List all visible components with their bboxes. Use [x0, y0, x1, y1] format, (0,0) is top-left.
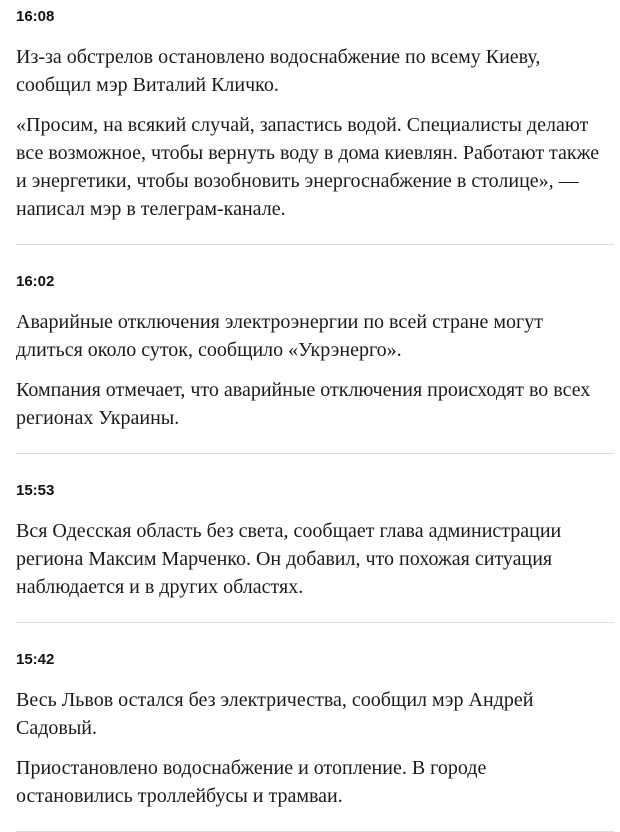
- feed-entry: [16, 623, 614, 832]
- news-feed: [16, 0, 614, 832]
- feed-entry: [16, 0, 614, 245]
- entry-paragraph: Компания отмечает, что аварийные отключения происходят во всех регионах Украины.: [16, 379, 591, 429]
- entry-paragraph: Из-за обстрелов остановлено водоснабжение по всему Киеву, сообщил мэр Виталий Кличко.: [16, 46, 541, 96]
- entry-time: 15:53: [16, 482, 55, 499]
- entry-time: 16:02: [16, 273, 55, 290]
- feed-entry: [16, 245, 614, 454]
- feed-entry: [16, 454, 614, 623]
- entry-paragraph: «Просим, на всякий случай, запастись водой. Специалисты делают все возможное, чтобы вернуть воду в дома киевлян. Работают также и энергетики, чтобы возобновить энергоснабжение в столице», — написал мэр в телеграм-канале.: [16, 114, 600, 220]
- entry-time: 16:08: [16, 8, 55, 25]
- entry-paragraph: Вся Одесская область без света, сообщает глава администрации региона Максим Марченко. Он добавил, что похожая ситуация наблюдается и в других областях.: [16, 520, 562, 598]
- entry-paragraph: Весь Львов остался без электричества, сообщил мэр Андрей Садовый.: [16, 689, 534, 739]
- entry-paragraph: Аварийные отключения электроэнергии по всей стране могут длиться около суток, сообщило «Укрэнерго».: [16, 311, 544, 361]
- entry-paragraph: Приостановлено водоснабжение и отопление. В городе остановились троллейбусы и трамваи.: [16, 757, 487, 807]
- entry-time: 15:42: [16, 651, 55, 668]
